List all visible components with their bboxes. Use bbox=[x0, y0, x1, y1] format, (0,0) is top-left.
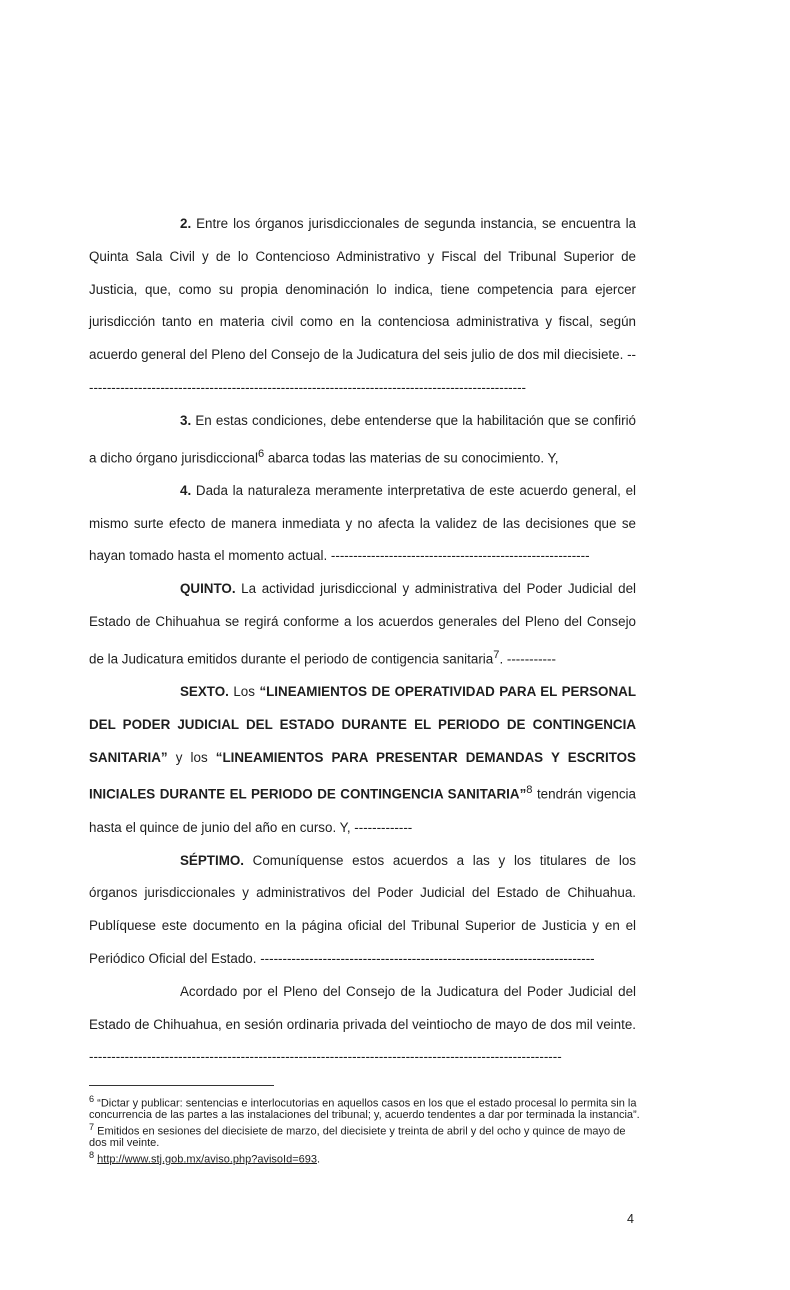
footnote-text: . bbox=[316, 1153, 321, 1166]
paragraph-number: 4. bbox=[180, 482, 192, 498]
footnote-7 bbox=[89, 1122, 641, 1150]
footnotes bbox=[89, 1094, 641, 1166]
paragraph-text: tendrán vigencia hasta el quince de junio del año en curso. Y, ------------- bbox=[89, 786, 636, 835]
footnote-6 bbox=[89, 1094, 641, 1122]
paragraph-text: Entre los órganos jurisdiccionales de segunda instancia, se encuentra la Quinta Sala Civil y de lo Contencioso Administrativo y Fiscal del Tribunal Superior de Justicia, que, como su propia denominación lo indica, tiene competencia para ejercer jurisdicción tanto en materia civil como en la contenciosa administrativa y fiscal, según acuerdo general del Pleno del Consejo de la Judicatura del seis julio de dos mil diecisiete. ---------------------------------------------------------------------------------------------------- bbox=[89, 216, 636, 395]
footnote-ref-7: 7 bbox=[493, 648, 500, 661]
paragraph-quinto bbox=[89, 573, 636, 676]
footnote-ref-8: 8 bbox=[526, 784, 533, 797]
footnote-divider bbox=[89, 1085, 274, 1086]
footnote-number: 7 bbox=[89, 1121, 95, 1132]
paragraph-number: 2. bbox=[180, 216, 192, 231]
paragraph-sexto bbox=[89, 676, 636, 844]
paragraph-closing bbox=[89, 976, 636, 1074]
paragraph-3 bbox=[89, 405, 636, 475]
footnote-number: 8 bbox=[89, 1149, 95, 1160]
page-number: 4 bbox=[627, 1212, 634, 1226]
footnote-text: “Dictar y publicar: sentencias e interlocutorias en aquellos casos en los que el estado procesal lo permita sin la concurrencia de las partes a las instalaciones del tribunal; y, acuerdo tendentes a dar por terminada la instancia”. bbox=[89, 1097, 640, 1122]
paragraph-text: abarca todas las materias de su conocimiento. Y, bbox=[264, 450, 559, 466]
paragraph-number: 3. bbox=[180, 412, 192, 428]
guideline-title: “LINEAMIENTOS DE OPERATIVIDAD PARA EL PERSONAL DEL PODER JUDICIAL DEL ESTADO DURANTE EL PERIODO DE CONTINGENCIA SANITARIA” bbox=[89, 684, 636, 765]
paragraph-text: En estas condiciones, debe entenderse que la habilitación que se confirió a dicho órgano jurisdiccional bbox=[89, 412, 636, 466]
paragraph-text: La actividad jurisdiccional y administrativa del Poder Judicial del Estado de Chihuahua se regirá conforme a los acuerdos generales del Pleno del Consejo de la Judicatura emitidos durante el periodo de contigencia sanitaria bbox=[89, 581, 636, 667]
paragraph-text: Dada la naturaleza meramente interpretativa de este acuerdo general, el mismo surte efecto de manera inmediata y no afecta la validez de las decisiones que se hayan tomado hasta el momento actual. ---------------------------------------------------------- bbox=[89, 482, 636, 564]
paragraph-text: . ----------- bbox=[499, 651, 556, 667]
guideline-title: “LINEAMIENTOS PARA PRESENTAR DEMANDAS Y ESCRITOS INICIALES DURANTE EL PERIODO DE CONTINGENCIA SANITARIA” bbox=[89, 749, 636, 802]
footnote-link[interactable]: http://www.stj.gob.mx/aviso.php?avisoId=693 bbox=[97, 1153, 317, 1166]
footnote-ref-6: 6 bbox=[257, 447, 265, 460]
paragraph-text: Los bbox=[228, 684, 260, 700]
document-body bbox=[89, 208, 636, 1074]
paragraph-text: Comuníquense estos acuerdos a las y los titulares de los órganos jurisdiccionales y administrativos del Poder Judicial del Estado de Chihuahua. Publíquese este documento en la página oficial del Tribunal Superior de Justicia y en el Periódico Oficial del Estado. --------------------------------------------------------------------------- bbox=[89, 852, 636, 966]
paragraph-4 bbox=[89, 475, 636, 573]
resolution-heading: SEXTO. bbox=[180, 684, 229, 700]
footnote-number: 6 bbox=[89, 1094, 95, 1104]
footnote-text: Emitidos en sesiones del diecisiete de marzo, del diecisiete y treinta de abril y del ocho y quince de mayo de dos mil veinte. bbox=[89, 1125, 626, 1150]
paragraph-text: y los bbox=[167, 749, 216, 765]
resolution-heading: QUINTO. bbox=[180, 581, 236, 597]
paragraph-text: Acordado por el Pleno del Consejo de la Judicatura del Poder Judicial del Estado de Chihuahua, en sesión ordinaria privada del veintiocho de mayo de dos mil veinte. ---------------------------------------------------------------------------------------------------------- bbox=[89, 983, 636, 1065]
resolution-heading: SÉPTIMO. bbox=[180, 852, 244, 868]
paragraph-septimo bbox=[89, 845, 636, 976]
footnote-8 bbox=[89, 1150, 641, 1166]
paragraph-2 bbox=[89, 208, 636, 405]
